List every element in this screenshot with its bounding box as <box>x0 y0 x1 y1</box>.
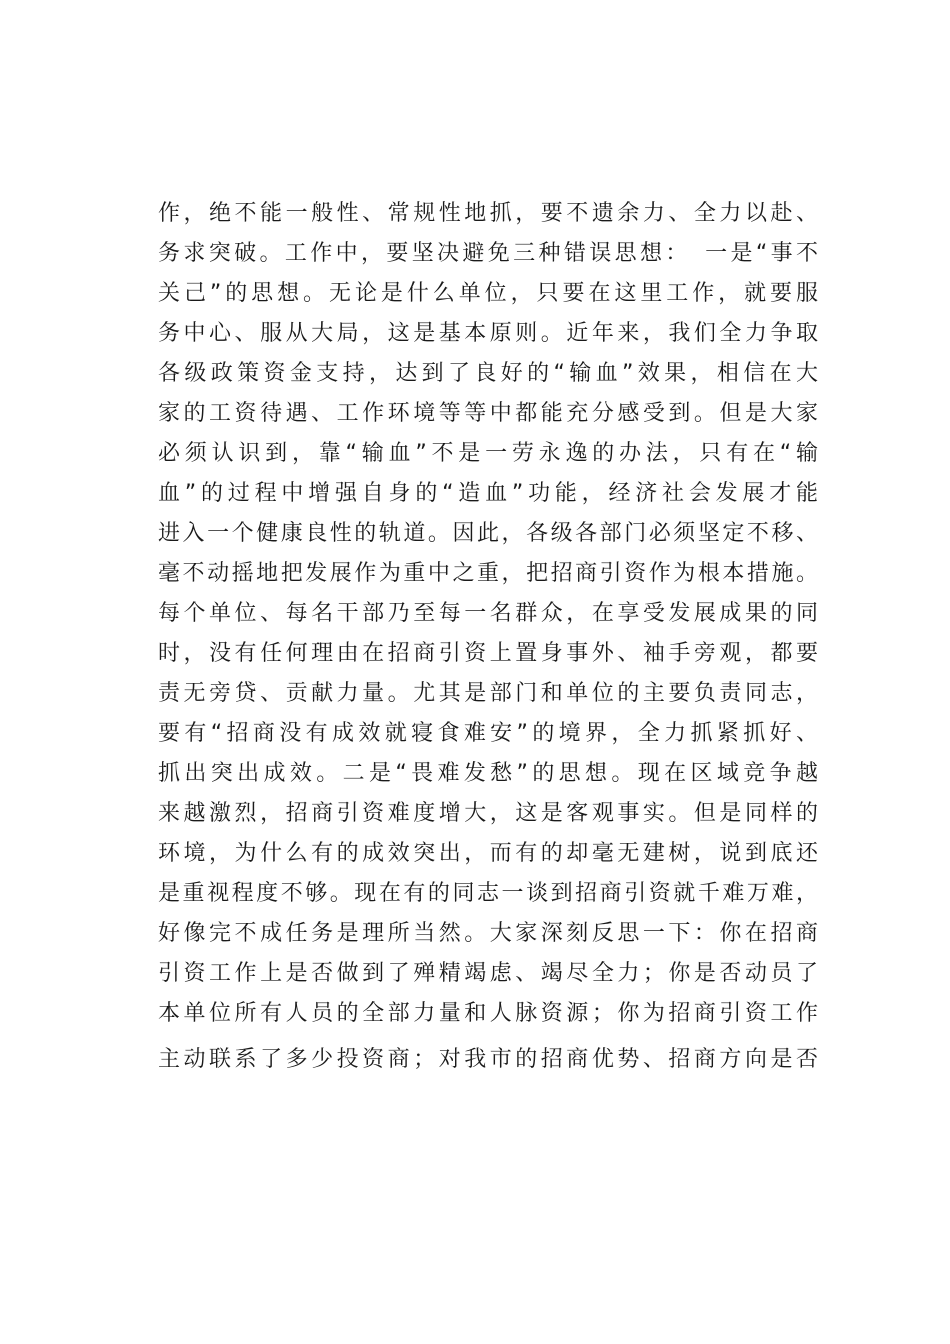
text-line: 进入一个健康良性的轨道。因此，各级各部门必须坚定不移、 <box>158 521 818 546</box>
text-line: 毫不动摇地把发展作为重中之重，把招商引资作为根本措施。 <box>158 561 818 586</box>
text-line: 责无旁贷、贡献力量。尤其是部门和单位的主要负责同志， <box>158 681 818 706</box>
text-line: 作，绝不能一般性、常规性地抓，要不遗余力、全力以赴、 <box>158 201 818 226</box>
text-line: 家的工资待遇、工作环境等等中都能充分感受到。但是大家 <box>158 401 818 426</box>
text-line: 抓出突出成效。二是“畏难发愁”的思想。现在区域竞争越 <box>158 761 818 786</box>
text-line: 要有“招商没有成效就寝食难安”的境界，全力抓紧抓好、 <box>158 721 818 746</box>
text-line: 引资工作上是否做到了殚精竭虑、竭尽全力；你是否动员了 <box>158 961 818 986</box>
text-line: 血”的过程中增强自身的“造血”功能，经济社会发展才能 <box>158 481 818 506</box>
text-line: 主动联系了多少投资商；对我市的招商优势、招商方向是否 <box>158 1047 818 1072</box>
text-line: 环境，为什么有的成效突出，而有的却毫无建树，说到底还 <box>158 841 818 866</box>
text-line: 来越激烈，招商引资难度增大，这是客观事实。但是同样的 <box>158 801 818 826</box>
text-line: 每个单位、每名干部乃至每一名群众，在享受发展成果的同 <box>158 601 818 626</box>
text-line: 务求突破。工作中，要坚决避免三种错误思想： 一是“事不 <box>158 241 818 266</box>
text-line: 关己”的思想。无论是什么单位，只要在这里工作，就要服 <box>158 281 818 306</box>
text-line: 各级政策资金支持，达到了良好的“输血”效果，相信在大 <box>158 361 818 386</box>
text-line: 本单位所有人员的全部力量和人脉资源；你为招商引资工作 <box>158 1001 818 1026</box>
text-line: 时，没有任何理由在招商引资上置身事外、袖手旁观，都要 <box>158 641 818 666</box>
text-line: 必须认识到，靠“输血”不是一劳永逸的办法，只有在“输 <box>158 441 818 466</box>
text-line: 务中心、服从大局，这是基本原则。近年来，我们全力争取 <box>158 321 818 346</box>
text-line: 好像完不成任务是理所当然。大家深刻反思一下：你在招商 <box>158 921 818 946</box>
text-line: 是重视程度不够。现在有的同志一谈到招商引资就千难万难， <box>158 881 818 906</box>
